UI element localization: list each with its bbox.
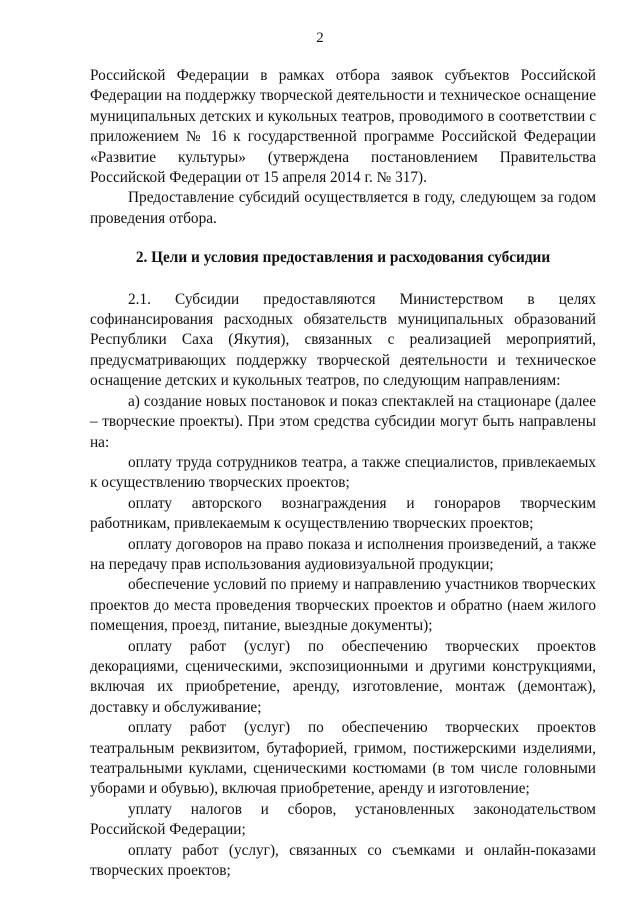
list-item-paragraph: оплату авторского вознаграждения и гонораров творческим работникам, привлекаемым к осуществлению творческих проектов; bbox=[90, 494, 596, 533]
list-item-paragraph: обеспечение условий по приему и направлению участников творческих проектов до места проведения творческих проектов и обратно (наем жилого помещения, проезд, питание, выездные документы); bbox=[90, 576, 596, 635]
list-item-paragraph: оплату работ (услуг) по обеспечению творческих проектов декорациями, сценическими, экспозиционными и другими конструкциями, включая их приобретение, аренду, изготовление, монтаж (демонтаж), доставку и обслуживание; bbox=[90, 637, 596, 716]
document-body bbox=[90, 66, 596, 881]
list-item-paragraph: оплату договоров на право показа и исполнения произведений, а также на передачу прав использования аудиовизуальной продукции; bbox=[90, 535, 596, 573]
intro-paragraph: Предоставление субсидий осуществляется в году, следующем за годом проведения отбора. bbox=[90, 189, 596, 227]
list-item-paragraph: оплату труда сотрудников театра, а также специалистов, привлекаемых к осуществлению творческих проектов; bbox=[90, 453, 596, 492]
clause-2-1-paragraph: 2.1. Субсидии предоставляются Министерством в целях софинансирования расходных обязательств муниципальных образований Республики Саха (Якутия), связанных с реализацией мероприятий, предусматривающих поддержку творческой деятельности и техническое оснащение детских и кукольных театров, по следующим направлениям: bbox=[90, 290, 596, 390]
section-heading: 2. Цели и условия предоставления и расходования субсидии bbox=[135, 249, 551, 267]
list-item-paragraph: оплату работ (услуг), связанных со съемками и онлайн-показами творческих проектов; bbox=[90, 841, 596, 880]
clause-a-paragraph: а) создание новых постановок и показ спектаклей на стационаре (далее – творческие проекты). При этом средства субсидии могут быть направлены на: bbox=[90, 392, 596, 451]
intro-paragraph-continuation: Российской Федерации в рамках отбора заявок субъектов Российской Федерации на поддержку творческой деятельности и техническое оснащение муниципальных детских и кукольных театров, проводимого в соответствии с приложением № 16 к государственной программе Российской Федерации «Развитие культуры» (утверждена постановлением Правительства Российской Федерации от 15 апреля 2014 г. № 317). bbox=[90, 67, 596, 187]
page-number: 2 bbox=[316, 30, 324, 46]
list-item-paragraph: оплату работ (услуг) по обеспечению творческих проектов театральным реквизитом, бутафорией, гримом, постижерскими изделиями, театральными куклами, сценическими костюмами (в том числе головными уборами и обувью), включая приобретение, аренду и изготовление; bbox=[90, 719, 596, 798]
list-item-paragraph: уплату налогов и сборов, установленных законодательством Российской Федерации; bbox=[90, 800, 596, 839]
